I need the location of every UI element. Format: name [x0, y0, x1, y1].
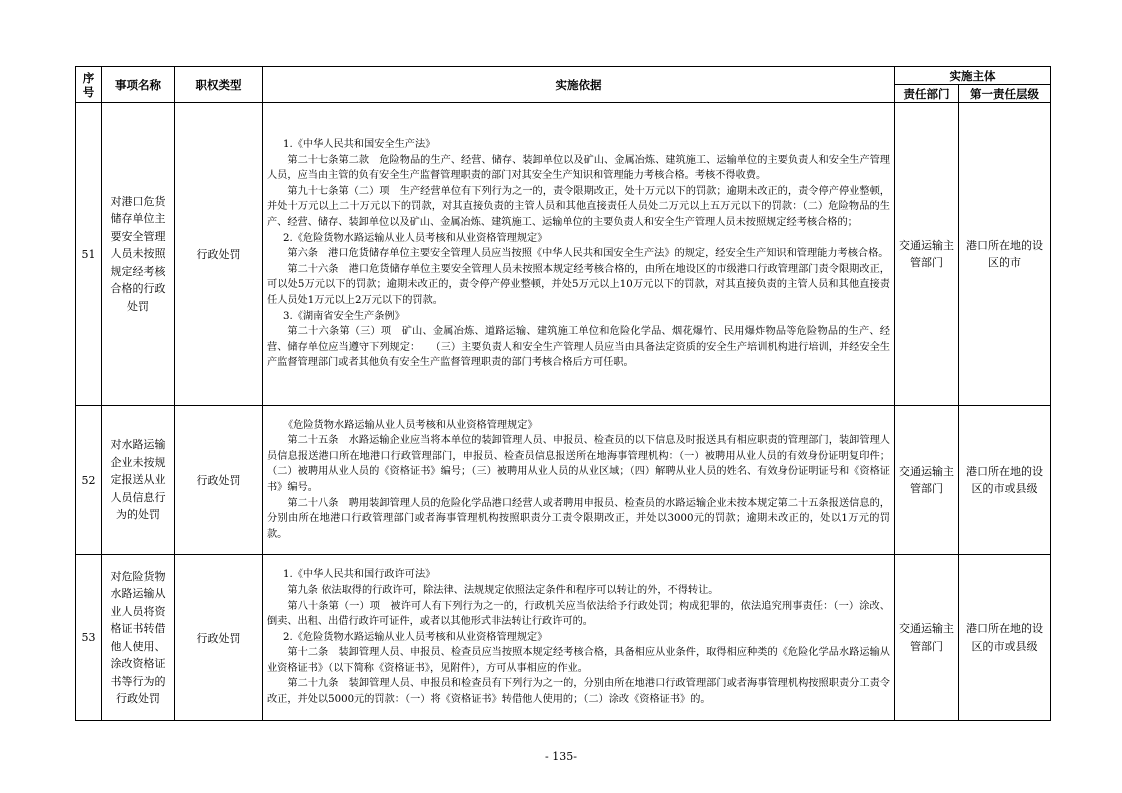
row-level: 港口所在地的设区的市或县级 [959, 406, 1051, 555]
basis-paragraph: 第二十八条 聘用装卸管理人员的危险化学品港口经营人或者聘用申报员、检查员的水路运输企业未按本规定第二十五条报送信息的，分别由所在地港口行政管理部门或者海事管理机构按照职责分工责令限期改正，并处以3000元的罚款；逾期未改正的，处以1万元的罚款。 [267, 497, 890, 540]
row-power-type: 行政处罚 [175, 406, 263, 555]
row-item-name: 对港口危货储存单位主要安全管理人员未按照规定经考核合格的行政处罚 [102, 103, 175, 406]
basis-paragraph: 1.《中华人民共和国行政许可法》 [283, 569, 436, 581]
row-power-type: 行政处罚 [175, 103, 263, 406]
header-item-name: 事项名称 [102, 67, 175, 103]
row-power-type: 行政处罚 [175, 555, 263, 721]
row-seq: 52 [76, 406, 102, 555]
basis-paragraph: 《危险货物水路运输从业人员考核和从业资格管理规定》 [283, 419, 538, 431]
row-dept: 交通运输主管部门 [895, 406, 959, 555]
basis-paragraph: 第九条 依法取得的行政许可，除法律、法规规定依照法定条件和程序可以转让的外，不得转让。 [287, 584, 719, 596]
row-item-name: 对水路运输企业未按规定报送从业人员信息行为的处罚 [102, 406, 175, 555]
basis-paragraph: 第二十七条第二款 危险物品的生产、经营、储存、装卸单位以及矿山、金属冶炼、建筑施工、运输单位的主要负责人和安全生产管理人员，应当由主管的负有安全生产监督管理职责的部门对其安全生产知识和管理能力考核合格。考核不得收费。 [267, 154, 890, 182]
basis-paragraph: 1.《中华人民共和国安全生产法》 [283, 139, 436, 151]
row-seq: 51 [76, 103, 102, 406]
header-seq: 序号 [76, 67, 102, 103]
row-dept: 交通运输主管部门 [895, 103, 959, 406]
header-dept: 责任部门 [895, 85, 959, 103]
basis-paragraph: 第二十九条 装卸管理人员、申报员和检查员有下列行为之一的，分别由所在地港口行政管理部门或者海事管理机构按照职责分工责令改正，并处以5000元的罚款：（一）将《资格证书》转借他人使用的；（二）涂改《资格证书》的。 [267, 678, 890, 706]
table-row [76, 103, 1051, 406]
row-basis [263, 103, 895, 406]
basis-paragraph: 3.《湖南省安全生产条例》 [283, 310, 405, 322]
page-number: - 135- [545, 750, 577, 763]
header-basis: 实施依据 [263, 67, 895, 103]
row-seq: 53 [76, 555, 102, 721]
table-row [76, 406, 1051, 555]
basis-paragraph: 第二十六条 港口危货储存单位主要安全管理人员未按照本规定经考核合格的，由所在地设区的市级港口行政管理部门责令限期改正，可以处5万元以下的罚款；逾期未改正的，责令停产停业整顿，并处5万元以上10万元以下的罚款，对其直接负责的主管人员和其他直接责任人员处1万元以上2万元以下的罚款。 [267, 263, 890, 306]
basis-paragraph: 第十二条 装卸管理人员、申报员、检查员应当按照本规定经考核合格，具备相应从业条件，取得相应种类的《危险化学品水路运输从业资格证书》（以下简称《资格证书》，见附件），方可从事相应的作业。 [267, 647, 890, 674]
basis-paragraph: 第八十条第（一）项 被许可人有下列行为之一的，行政机关应当依法给予行政处罚；构成犯罪的，依法追究刑事责任：（一）涂改、倒卖、出租、出借行政许可证件，或者以其他形式非法转让行政许可的。 [267, 600, 890, 628]
row-basis [263, 555, 895, 721]
header-subject: 实施主体 [895, 67, 1051, 85]
basis-paragraph: 第二十五条 水路运输企业应当将本单位的装卸管理人员、申报员、检查员的以下信息及时报送具有相应职责的管理部门，装卸管理人员信息报送港口所在地港口行政管理部门，申报员、检查员信息报送所在地海事管理机构：（一）被聘用从业人员的有效身份证明复印件；（二）被聘用从业人员的《资格证书》编号；（三）被聘用从业人员的从业区域；（四）解聘从业人员的姓名、有效身份证明证号和《资格证书》编号。 [267, 435, 890, 493]
row-basis [263, 406, 895, 555]
basis-paragraph: 第六条 港口危货储存单位主要安全管理人员应当按照《中华人民共和国安全生产法》的规定，经安全生产知识和管理能力考核合格。 [287, 248, 889, 260]
basis-paragraph: 第九十七条第（二）项 生产经营单位有下列行为之一的，责令限期改正，处十万元以下的罚款；逾期未改正的，责令停产停业整顿，并处十万元以上二十万元以下的罚款，对其直接负责的主管人员和其他直接责任人员处二万元以上五万元以下的罚款：（二）危险物品的生产、经营、储存、装卸单位以及矿山、金属冶炼、建筑施工、运输单位的主要负责人和安全生产管理人员未按照规定经考核合格的； [267, 185, 890, 229]
basis-paragraph: 2.《危险货物水路运输从业人员考核和从业资格管理规定》 [283, 631, 548, 643]
table-row [76, 555, 1051, 721]
header-power-type: 职权类型 [175, 67, 263, 103]
header-level: 第一责任层级 [959, 85, 1051, 103]
enforcement-table [75, 66, 1051, 721]
basis-paragraph: 第二十六条第（三）项 矿山、金属冶炼、道路运输、建筑施工单位和危险化学品、烟花爆竹、民用爆炸物品等危险物品的生产、经营、储存单位应当遵守下列规定： （三）主要负责人和安全生产管理人员应当由具备法定资质的安全生产培训机构进行培训，并经安全生产监督管理部门或者其他负有安全生产监督管理职责的部门考核合格后方可任职。 [267, 326, 890, 369]
row-dept: 交通运输主管部门 [895, 555, 959, 721]
row-item-name: 对危险货物水路运输从业人员将资格证书转借他人使用、涂改资格证书等行为的行政处罚 [102, 555, 175, 721]
basis-paragraph: 2.《危险货物水路运输从业人员考核和从业资格管理规定》 [283, 232, 548, 244]
row-level: 港口所在地的设区的市或县级 [959, 555, 1051, 721]
row-level: 港口所在地的设区的市 [959, 103, 1051, 406]
